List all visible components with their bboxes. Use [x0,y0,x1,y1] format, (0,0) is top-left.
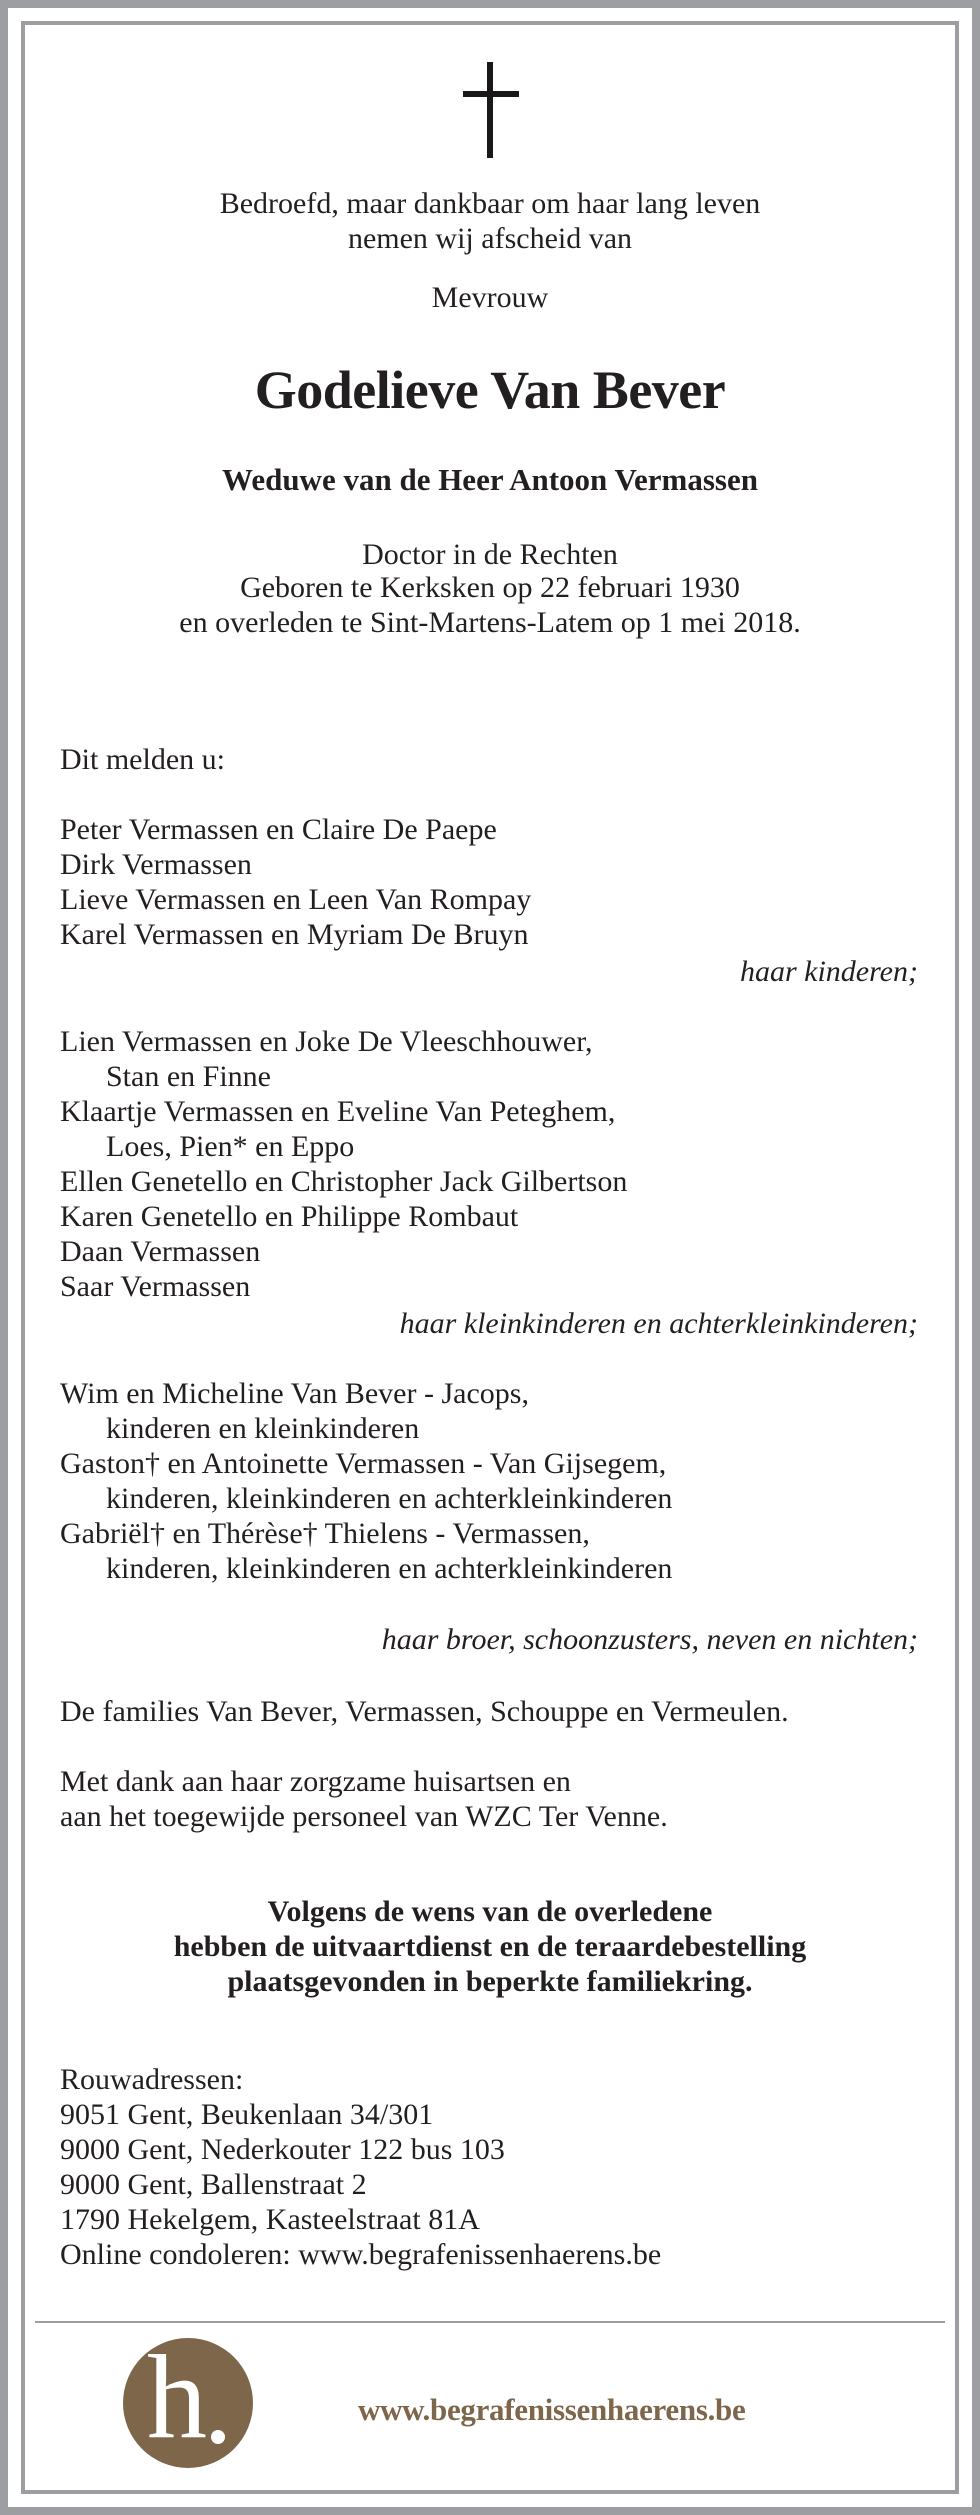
address-line: 9000 Gent, Nederkouter 122 bus 103 [60,2133,505,2166]
notice-line: hebben de uitvaartdienst en de teraardebestelling [173,1930,807,1963]
address-line: 9000 Gent, Ballenstraat 2 [60,2168,367,2201]
child-line: Peter Vermassen en Claire De Paepe [60,813,497,846]
notice-line: plaatsgevonden in beperkte familiekring. [227,1965,753,1998]
sibling-line: kinderen, kleinkinderen en achterkleinkinderen [106,1482,673,1515]
grandchild-line: Lien Vermassen en Joke De Vleeschhouwer, [60,1025,593,1058]
logo-letter: h [147,2330,207,2463]
thanks-block [60,1764,920,1834]
grandchild-line: Loes, Pien* en Eppo [106,1130,355,1163]
logo-dot-icon [211,2430,225,2444]
siblings-list [60,1376,920,1586]
deceased-name: Godelieve Van Bever [254,360,726,420]
child-line: Lieve Vermassen en Leen Van Rompay [60,883,532,916]
child-line: Dirk Vermassen [60,848,252,881]
footer-separator [35,2321,945,2323]
grandchildren-relation: haar kleinkinderen en achterkleinkinderen; [399,1307,918,1340]
grandchild-line: Klaartje Vermassen en Eveline Van Peteghem, [60,1095,616,1128]
cross-horizontal-bar [463,91,519,97]
birth-line: Geboren te Kerksken op 22 februari 1930 [240,571,740,604]
intro-line-2: nemen wij afscheid van [347,222,633,255]
families-line: De families Van Bever, Vermassen, Schouppe en Vermeulen. [60,1695,789,1728]
notice-line: Volgens de wens van de overledene [267,1895,713,1928]
cross-vertical-bar [487,62,493,158]
sibling-line: Gabriël† en Thérèse† Thielens - Vermassen, [60,1517,590,1550]
sibling-line: kinderen en kleinkinderen [106,1412,420,1445]
thanks-line: Met dank aan haar zorgzame huisartsen en [60,1765,571,1798]
announcement-intro: Dit melden u: [60,743,225,776]
grandchildren-list [60,1024,920,1304]
sibling-line: Wim en Micheline Van Bever - Jacops, [60,1377,529,1410]
cross-icon [463,62,519,158]
thanks-line: aan het toegewijde personeel van WZC Ter Venne. [60,1800,668,1833]
sibling-line: kinderen, kleinkinderen en achterkleinkinderen [106,1552,673,1585]
intro-line-1: Bedroefd, maar dankbaar om haar lang leven [219,187,761,220]
profession-line: Doctor in de Rechten [362,538,618,571]
funeral-home-logo [123,2330,253,2468]
grandchild-line: Daan Vermassen [60,1235,261,1268]
online-condolence-link[interactable]: Online condoleren: www.begrafenissenhaerens.be [60,2238,662,2271]
website-link[interactable]: www.begrafenissenhaerens.be [358,2392,746,2427]
addresses-heading: Rouwadressen: [60,2063,244,2096]
children-relation: haar kinderen; [739,955,918,988]
address-line: 1790 Hekelgem, Kasteelstraat 81A [60,2203,480,2236]
address-line: 9051 Gent, Beukenlaan 34/301 [60,2098,434,2131]
child-line: Karel Vermassen en Myriam De Bruyn [60,918,529,951]
death-line: en overleden te Sint-Martens-Latem op 1 mei 2018. [179,606,801,639]
grandchild-line: Saar Vermassen [60,1270,251,1303]
grandchild-line: Karen Genetello en Philippe Rombaut [60,1200,519,1233]
grandchild-line: Ellen Genetello en Christopher Jack Gilbertson [60,1165,628,1198]
siblings-relation: haar broer, schoonzusters, neven en nichten; [381,1623,918,1656]
funeral-notice [40,1894,940,1999]
children-list [60,812,920,952]
spouse-line: Weduwe van de Heer Antoon Vermassen [222,462,758,497]
addresses-block [60,2062,920,2272]
honorific: Mevrouw [431,281,549,314]
grandchild-line: Stan en Finne [106,1060,271,1093]
sibling-line: Gaston† en Antoinette Vermassen - Van Gijsegem, [60,1447,667,1480]
